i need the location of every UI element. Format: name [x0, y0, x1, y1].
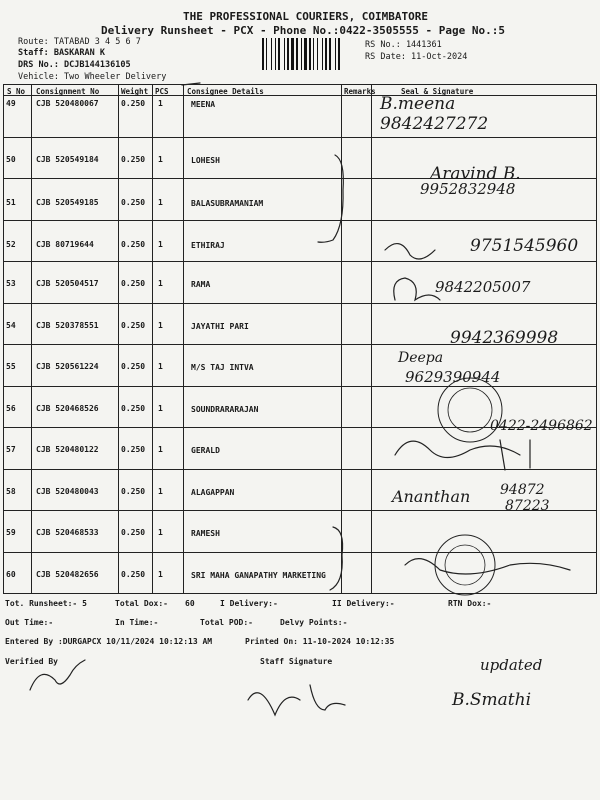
cell-pcs: 1 [158, 320, 163, 330]
cell-sno: 56 [6, 403, 16, 413]
cell-consignment: CJB 80719644 [36, 239, 94, 249]
hw-aravind-phone: 9952832948 [420, 180, 516, 198]
cell-pcs: 1 [158, 486, 163, 496]
staff-signature-label: Staff Signature [260, 657, 333, 666]
cell-pcs: 1 [158, 569, 163, 579]
cell-consignee: SOUNDRARARAJAN [191, 404, 259, 414]
cell-weight: 0.250 [121, 198, 146, 207]
total-dox-value: 60 [185, 599, 195, 608]
ramesh-signature [405, 559, 570, 574]
staff: Staff: BASKARAN K [18, 48, 105, 58]
company-name: THE PROFESSIONAL COURIERS, COIMBATORE [183, 10, 429, 23]
cell-sno: 52 [6, 239, 16, 249]
cell-pcs: 1 [158, 528, 163, 537]
verified-by: Verified By [5, 657, 58, 666]
seal-stamp-2 [435, 535, 495, 595]
rtn-dox: RTN Dox:- [448, 599, 492, 608]
in-time: In Time:- [115, 618, 159, 627]
cell-consignment: CJB 520468533 [36, 528, 99, 537]
cell-weight: 0.250 [121, 362, 146, 371]
cell-sno: 51 [6, 198, 16, 207]
cell-consignee: RAMA [191, 280, 211, 289]
entered-by: Entered By :DURGAPCX 10/11/2024 10:12:13 AM [5, 637, 213, 646]
hw-ethiraj-phone: 9751545960 [470, 236, 579, 256]
route: Route: TATABAD 3 4 5 6 7 [18, 37, 141, 47]
hw-updated: updated [480, 656, 543, 674]
vehicle: Vehicle: Two Wheeler Delivery [18, 72, 167, 82]
cell-sno: 50 [6, 154, 16, 164]
staff-signature [248, 685, 345, 715]
cell-consignment: CJB 520549184 [36, 154, 99, 164]
cell-consignment: CJB 520561224 [36, 362, 99, 371]
tot-runsheet: Tot. Runsheet:- 5 [5, 599, 87, 608]
col-seal-signature: Seal & Signature [401, 87, 474, 96]
delvy-points: Delvy Points:- [280, 618, 348, 627]
ii-delivery: II Delivery:- [332, 599, 395, 608]
cell-consignee: LOHESH [191, 155, 220, 165]
col-consignment: Consignment No [36, 87, 100, 96]
cell-pcs: 1 [158, 99, 163, 108]
drs-number: DRS No.: DCJB144136105 [18, 60, 131, 70]
hw-deepa-phone: 9629390944 [405, 368, 501, 386]
cell-pcs: 1 [158, 198, 163, 207]
cell-consignment: CJB 520480067 [36, 99, 99, 108]
cell-pcs: 1 [158, 403, 163, 413]
cell-weight: 0.250 [121, 569, 146, 579]
cell-weight: 0.250 [121, 445, 146, 454]
col-sno: S No [7, 87, 26, 96]
hw-ananthan-phone2: 87223 [505, 498, 550, 514]
cell-consignee: SRI MAHA GANAPATHY MARKETING [191, 570, 326, 580]
hw-meena: B.meena [380, 94, 456, 114]
cell-weight: 0.250 [121, 154, 146, 164]
cell-consignee: ALAGAPPAN [191, 487, 235, 497]
total-pod: Total POD:- [200, 618, 253, 627]
cell-pcs: 1 [158, 239, 163, 249]
gerald-signature [395, 440, 530, 470]
rama-signature [394, 278, 440, 300]
cell-consignment: CJB 520468526 [36, 403, 99, 413]
cell-weight: 0.250 [121, 403, 146, 413]
cell-sno: 59 [6, 528, 16, 537]
col-consignee: Consignee Details [187, 87, 264, 96]
cell-consignee: JAYATHI PARI [191, 321, 249, 331]
cell-consignment: CJB 520378551 [36, 320, 99, 330]
cell-consignee: RAMESH [191, 529, 220, 538]
cell-weight: 0.250 [121, 239, 146, 249]
total-dox-label: Total Dox:- [115, 599, 168, 608]
cell-consignee: MEENA [191, 100, 216, 109]
cell-weight: 0.250 [121, 486, 146, 496]
col-remarks: Remarks [344, 87, 376, 96]
col-weight: Weight [121, 87, 149, 96]
rs-number: RS No.: 1441361 [365, 40, 442, 50]
cell-weight: 0.250 [121, 320, 146, 330]
hw-jayathi-phone: 9942369998 [450, 328, 559, 348]
cell-consignment: CJB 520480043 [36, 486, 99, 496]
cell-consignment: CJB 520504517 [36, 279, 99, 288]
cell-sno: 53 [6, 279, 16, 288]
hw-meena-phone: 9842427272 [380, 114, 489, 134]
out-time: Out Time:- [5, 618, 54, 627]
hw-smathi: B.Smathi [452, 690, 532, 710]
cell-pcs: 1 [158, 362, 163, 371]
cell-consignee: GERALD [191, 446, 220, 455]
meena-mark [182, 83, 200, 85]
cell-consignment: CJB 520480122 [36, 445, 99, 454]
cell-weight: 0.250 [121, 99, 146, 108]
runsheet-title: Delivery Runsheet - PCX - Phone No.:0422-3505555 - Page No.:5 [101, 24, 505, 37]
cell-sno: 57 [6, 445, 16, 454]
hw-soundrarajan-phone: 0422-2496862 [490, 418, 593, 434]
cell-consignee: BALASUBRAMANIAM [191, 199, 264, 208]
hw-deepa: Deepa [398, 350, 444, 366]
hw-ananthan-phone1: 94872 [500, 482, 545, 498]
cell-consignment: CJB 520482656 [36, 569, 99, 579]
i-delivery: I Delivery:- [220, 599, 278, 608]
cell-pcs: 1 [158, 445, 163, 454]
cell-consignee: M/S TAJ INTVA [191, 363, 254, 372]
printed-on: Printed On: 11-10-2024 10:12:35 [245, 637, 395, 646]
cell-consignee: ETHIRAJ [191, 240, 225, 250]
cell-weight: 0.250 [121, 279, 146, 288]
cell-sno: 54 [6, 320, 16, 330]
ethiraj-signature [385, 244, 435, 259]
cell-sno: 49 [6, 99, 16, 108]
cell-weight: 0.250 [121, 528, 146, 537]
cell-sno: 60 [6, 569, 16, 579]
cell-sno: 55 [6, 362, 16, 371]
hw-aravind: Aravind B. [430, 164, 521, 184]
cell-sno: 58 [6, 486, 16, 496]
hw-rama-phone: 9842205007 [435, 278, 531, 296]
cell-pcs: 1 [158, 279, 163, 288]
col-pcs: PCS [155, 87, 169, 96]
bracket-bottom [330, 527, 343, 590]
hw-ananthan: Ananthan [392, 487, 471, 506]
bracket-top [318, 155, 343, 242]
rs-date: RS Date: 11-Oct-2024 [365, 52, 468, 62]
cell-pcs: 1 [158, 154, 163, 164]
cell-consignment: CJB 520549185 [36, 198, 99, 207]
